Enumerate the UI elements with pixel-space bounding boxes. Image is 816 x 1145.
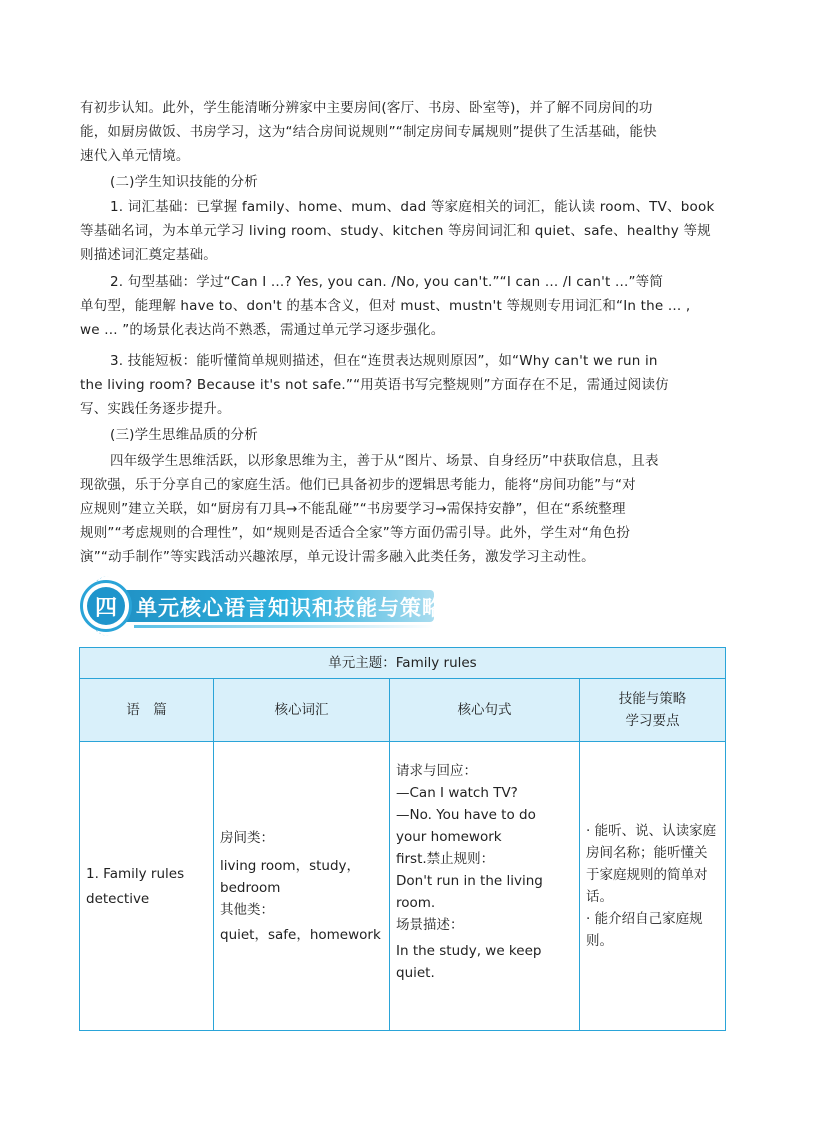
cell-line: · 能听、说、认读家庭房间名称；能听懂关于家庭规则的简单对话。 — [586, 823, 717, 905]
cell-line: room. — [396, 895, 436, 911]
cell-line: In the study, we keep — [396, 943, 542, 959]
cell-line: detective — [86, 890, 150, 907]
cell-line: · 能介绍自己家庭规则。 — [586, 911, 703, 949]
unit-theme-cell: 单元主题：Family rules — [80, 648, 726, 679]
text-line: 现欲强，乐于分享自己的家庭生活。他们已具备初步的逻辑思考能力，能将“房间功能”与“对 — [80, 477, 636, 493]
paragraph-2 — [80, 195, 730, 267]
text-line: 3. 技能短板：能听懂简单规则描述，但在“连贯表达规则原因”，如“Why can't we run in — [110, 353, 658, 369]
cell-line: —No. You have to do — [396, 807, 536, 823]
cell-line: living room，study， — [220, 857, 361, 874]
banner-title: 单元核心语言知识和技能与策略 — [136, 596, 444, 620]
heading-text: (三)学生思维品质的分析 — [110, 427, 258, 443]
table-row — [80, 742, 726, 1031]
header-sentences: 核心句式 — [390, 679, 580, 742]
text-line: 写、实践任务逐步提升。 — [80, 401, 231, 417]
banner-number-badge — [80, 580, 132, 632]
text-line: the living room? Because it's not safe.”“用英语书写完整规则”方面存在不足，需通过阅读仿 — [80, 377, 669, 393]
text-line: 演”“动手制作”等实践活动兴趣浓厚，单元设计需多融入此类任务，激发学习主动性。 — [80, 549, 595, 565]
cell-line: 房间类： — [220, 829, 274, 846]
header-vocab: 核心词汇 — [214, 679, 390, 742]
banner-number: 四 — [87, 587, 125, 625]
header-skills-line: 学习要点 — [625, 713, 680, 729]
paragraph-3 — [80, 270, 730, 342]
cell-line: quiet，safe，homework — [220, 926, 381, 943]
text-line: we ... ”的场景化表达尚不熟悉，需通过单元学习逐步强化。 — [80, 322, 445, 338]
paragraph-1 — [80, 96, 730, 168]
header-skills — [580, 679, 726, 742]
cell-line: Don't run in the living — [396, 873, 543, 889]
cell-line: your homework — [396, 829, 502, 845]
sentences-cell — [390, 742, 580, 1031]
text-line: 单句型，能理解 have to、don't 的基本含义，但对 must、mustn't 等规则专用词汇和“In the ... , — [80, 298, 691, 314]
text-line: 规则”“考虑规则的合理性”，如“规则是否适合全家”等方面仍需引导。此外，学生对“角色扮 — [80, 525, 631, 541]
vocab-cell — [214, 742, 390, 1031]
cell-line: 1. Family rules — [86, 865, 185, 882]
header-skills-line: 技能与策略 — [618, 691, 687, 707]
text-cell — [80, 742, 214, 1031]
text-line: 四年级学生思维活跃，以形象思维为主，善于从“图片、场景、自身经历”中获取信息，且表 — [110, 453, 659, 469]
skills-cell — [580, 742, 726, 1031]
section-heading-3 — [80, 423, 730, 447]
text-line: 速代入单元情境。 — [80, 148, 190, 164]
cell-line: bedroom — [220, 879, 281, 896]
cell-line: —Can I watch TV? — [396, 785, 518, 801]
text-line: 等基础名词，为本单元学习 living room、study、kitchen 等房间词汇和 quiet、safe、healthy 等规 — [80, 223, 711, 239]
text-line: 2. 句型基础：学过“Can I ...? Yes, you can. /No, you can't.”“I can ... /I can't ...”等简 — [110, 274, 664, 290]
text-line: 应规则”建立关联，如“厨房有刀具→不能乱碰”“书房要学习→需保持安静”，但在“系统整理 — [80, 501, 626, 517]
text-line: 能，如厨房做饭、书房学习，这为“结合房间说规则”“制定房间专属规则”提供了生活基础，能快 — [80, 124, 657, 140]
text-line: 有初步认知。此外，学生能清晰分辨家中主要房间(客厅、书房、卧室等)，并了解不同房间的功 — [80, 100, 653, 116]
paragraph-4 — [80, 349, 730, 421]
section-heading-2 — [80, 170, 730, 194]
section-banner — [78, 576, 448, 638]
heading-text: (二)学生知识技能的分析 — [110, 174, 258, 190]
header-text: 语 篇 — [80, 679, 214, 742]
cell-line: 其他类： — [220, 901, 274, 918]
cell-line: first.禁止规则： — [396, 851, 495, 867]
unit-table — [79, 647, 726, 1031]
cell-line: 请求与回应： — [396, 763, 477, 779]
cell-line: quiet. — [396, 965, 435, 981]
text-line: 则描述词汇奠定基础。 — [80, 247, 217, 263]
cell-line: 场景描述： — [396, 917, 464, 933]
paragraph-5 — [80, 449, 730, 569]
text-line: 1. 词汇基础：已掌握 family、home、mum、dad 等家庭相关的词汇，能认读 room、TV、book — [110, 199, 715, 215]
